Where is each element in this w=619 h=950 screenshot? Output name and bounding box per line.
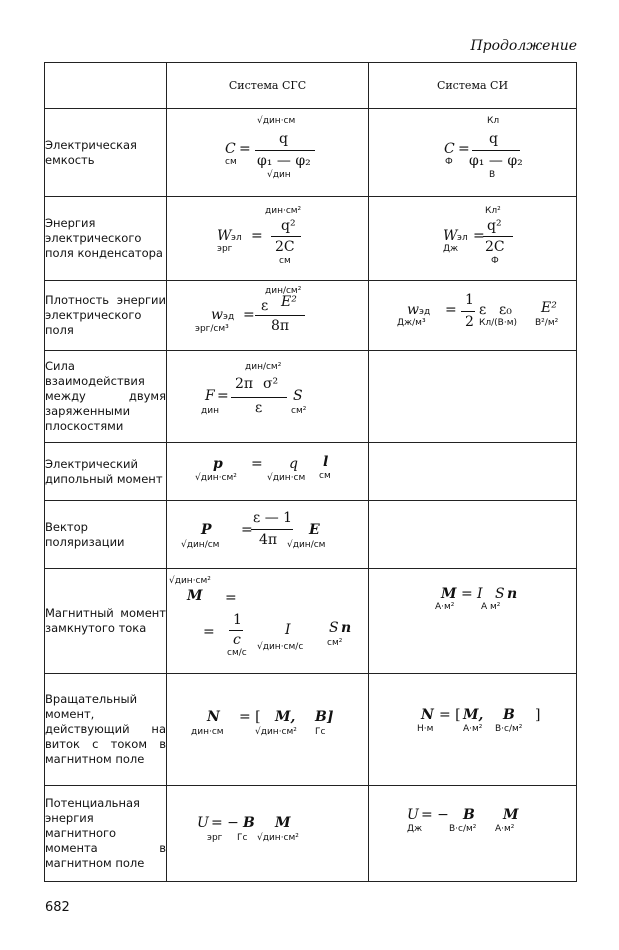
equals: = [ [439, 707, 461, 723]
unit: Кл² [485, 206, 501, 216]
equals: = [217, 388, 229, 404]
fraction-bar [255, 150, 315, 151]
symbol: F [205, 388, 215, 404]
formula-cgs [167, 281, 369, 351]
fraction-bar [229, 630, 243, 631]
symbol: U [197, 815, 209, 831]
row-label: Сила взаимодействия между двумя заряженными плоскостями [45, 351, 167, 443]
denominator: 2C [485, 239, 505, 255]
unit: А м² [481, 602, 501, 612]
formula-si [369, 501, 577, 569]
denominator: φ₁ — φ₂ [257, 153, 311, 169]
symbol: p [213, 456, 223, 472]
running-head: Продолжение [470, 38, 577, 54]
equals: = [458, 141, 470, 157]
fraction-bar [461, 311, 475, 312]
formula-cgs [167, 443, 369, 501]
unit: В·с/м² [495, 724, 523, 734]
unit: В [489, 170, 496, 180]
unit: см² [327, 638, 343, 648]
fraction-bar [271, 236, 301, 237]
table-row [45, 674, 577, 786]
formula-si [369, 569, 577, 674]
induction: B [503, 707, 515, 723]
row-label: Плотность энергии электрического поля [45, 281, 167, 351]
unit: дин [201, 406, 219, 416]
denominator: 4π [259, 532, 278, 548]
row-label: Потенциальная энергия магнитного момента в магнитном поле [45, 786, 167, 882]
unit: Ф [491, 256, 499, 266]
denominator: ε [255, 400, 263, 416]
unit: А·м² [463, 724, 483, 734]
half-num: 1 [465, 292, 474, 308]
subscript: эд [419, 307, 431, 317]
table-row [45, 197, 577, 281]
fraction-bar [483, 236, 513, 237]
formula-cgs [167, 569, 369, 674]
formula-si [369, 674, 577, 786]
moment: M, [463, 707, 484, 723]
table-row [45, 281, 577, 351]
normal: n [341, 620, 352, 636]
numerator: E² [281, 294, 297, 310]
equals: = [239, 141, 251, 157]
formula-cgs [167, 786, 369, 882]
unit: Дж [407, 824, 423, 834]
unit: эрг [207, 833, 223, 843]
row-label: Вращательный момент, действующий на виток с током в магнитном поле [45, 674, 167, 786]
unit: А·м² [435, 602, 455, 612]
symbol: W [443, 228, 458, 244]
equals: = [473, 228, 485, 244]
unit: √дин·см² [169, 576, 211, 586]
denominator: 8π [271, 318, 290, 334]
units-table [44, 62, 577, 882]
formula-si [369, 197, 577, 281]
formula-si [369, 109, 577, 197]
epsilon: ε [479, 302, 487, 318]
unit: Ф [445, 157, 453, 167]
formula-cgs [167, 351, 369, 443]
formula-cgs [167, 674, 369, 786]
equals: = [225, 590, 237, 606]
row-label: Электрическая емкость [45, 109, 167, 197]
length: l [323, 454, 329, 470]
unit: см/с [227, 648, 247, 658]
table-row [45, 351, 577, 443]
area: S [329, 620, 339, 636]
numerator: q [489, 131, 498, 147]
header-quantity [45, 63, 167, 109]
table-row [45, 443, 577, 501]
unit: √дин [267, 170, 291, 180]
unit: √дин·см/с [257, 642, 304, 652]
fraction-bar [472, 150, 520, 151]
equals: = − [211, 815, 239, 831]
formula-cgs [167, 501, 369, 569]
charge: q [289, 456, 298, 472]
numerator: q² [487, 218, 502, 234]
symbol: N [207, 709, 220, 725]
induction: B [243, 815, 255, 831]
symbol: C [225, 141, 236, 157]
normal: n [507, 586, 518, 602]
unit: дин/см² [245, 362, 282, 372]
field: E² [541, 300, 557, 316]
denominator: φ₁ — φ₂ [469, 153, 523, 169]
unit: эрг [217, 244, 233, 254]
symbol: C [444, 141, 455, 157]
moment: M, [275, 709, 296, 725]
symbol: N [421, 707, 434, 723]
formula-si [369, 281, 577, 351]
row-label: Энергия электрического поля конденсатора [45, 197, 167, 281]
induction: B [463, 807, 475, 823]
row-label: Вектор поляризации [45, 501, 167, 569]
subscript: эл [231, 233, 242, 243]
unit: Дж/м³ [397, 318, 426, 328]
unit: дин/см² [265, 286, 302, 296]
unit: см [279, 256, 291, 266]
area: S [495, 586, 505, 602]
numerator: 1 [233, 612, 242, 628]
symbol: U [407, 807, 419, 823]
symbol: w [407, 302, 419, 318]
area: S [293, 388, 303, 404]
unit: Гс [237, 833, 248, 843]
unit: √дин·см² [257, 833, 299, 843]
induction: B] [315, 709, 334, 725]
formula-si [369, 786, 577, 882]
unit: Дж [443, 244, 459, 254]
header-si: Система СИ [369, 63, 577, 109]
unit: эрг/см³ [195, 324, 229, 334]
equals: = − [421, 807, 449, 823]
unit: √дин·см² [195, 473, 237, 483]
row-label: Электрический дипольный момент [45, 443, 167, 501]
epsilon0: ε₀ [499, 302, 512, 318]
formula-cgs [167, 197, 369, 281]
unit: √дин·см [257, 116, 296, 126]
equals: = [243, 307, 255, 323]
table-row [45, 569, 577, 674]
moment: M [275, 815, 291, 831]
numerator: σ² [263, 376, 279, 392]
subscript: эл [457, 233, 468, 243]
table-row [45, 501, 577, 569]
moment: M [503, 807, 519, 823]
numerator: ε [261, 298, 269, 314]
equals: = [203, 624, 215, 640]
table-row [45, 109, 577, 197]
header-cgs: Система СГС [167, 63, 369, 109]
equals: = [241, 522, 253, 538]
formula-si [369, 351, 577, 443]
table-row [45, 786, 577, 882]
unit: А·м² [495, 824, 515, 834]
current: I [477, 586, 483, 602]
current: I [285, 622, 291, 638]
formula-cgs [167, 109, 369, 197]
unit: √дин·см² [255, 727, 297, 737]
equals: = [251, 456, 263, 472]
page-number: 682 [45, 900, 70, 915]
unit: В²/м² [535, 318, 559, 328]
numerator: 2π [235, 376, 254, 392]
denominator: 2C [275, 239, 295, 255]
unit: √дин/см [287, 540, 326, 550]
table-header-row [45, 63, 577, 109]
unit: см [225, 157, 237, 167]
symbol: w [211, 307, 223, 323]
field: E [309, 522, 320, 538]
subscript: эд [223, 312, 235, 322]
unit: Н·м [417, 724, 434, 734]
unit: √дин/см [181, 540, 220, 550]
unit: В·с/м² [449, 824, 477, 834]
equals: = [251, 228, 263, 244]
unit: Кл/(В·м) [479, 318, 518, 328]
unit: см [319, 471, 331, 481]
bracket: ] [535, 707, 541, 723]
unit: дин·см [191, 727, 224, 737]
equals: = [445, 302, 457, 318]
row-label: Магнитный момент замкнутого тока [45, 569, 167, 674]
unit: Кл [487, 116, 500, 126]
symbol: M [187, 588, 203, 604]
half-den: 2 [465, 314, 474, 330]
numerator: q² [281, 218, 296, 234]
equals: = [461, 586, 473, 602]
symbol: W [217, 228, 232, 244]
unit: дин·см² [265, 206, 302, 216]
equals: = [ [239, 709, 261, 725]
formula-si [369, 443, 577, 501]
symbol: P [201, 522, 212, 538]
symbol: M [441, 586, 457, 602]
unit: см² [291, 406, 307, 416]
numerator: ε — 1 [253, 510, 293, 526]
denominator: c [233, 632, 241, 648]
unit: Гс [315, 727, 326, 737]
fraction-bar [255, 315, 305, 316]
unit: √дин·см [267, 473, 306, 483]
fraction-bar [231, 397, 287, 398]
fraction-bar [251, 529, 293, 530]
numerator: q [279, 131, 288, 147]
